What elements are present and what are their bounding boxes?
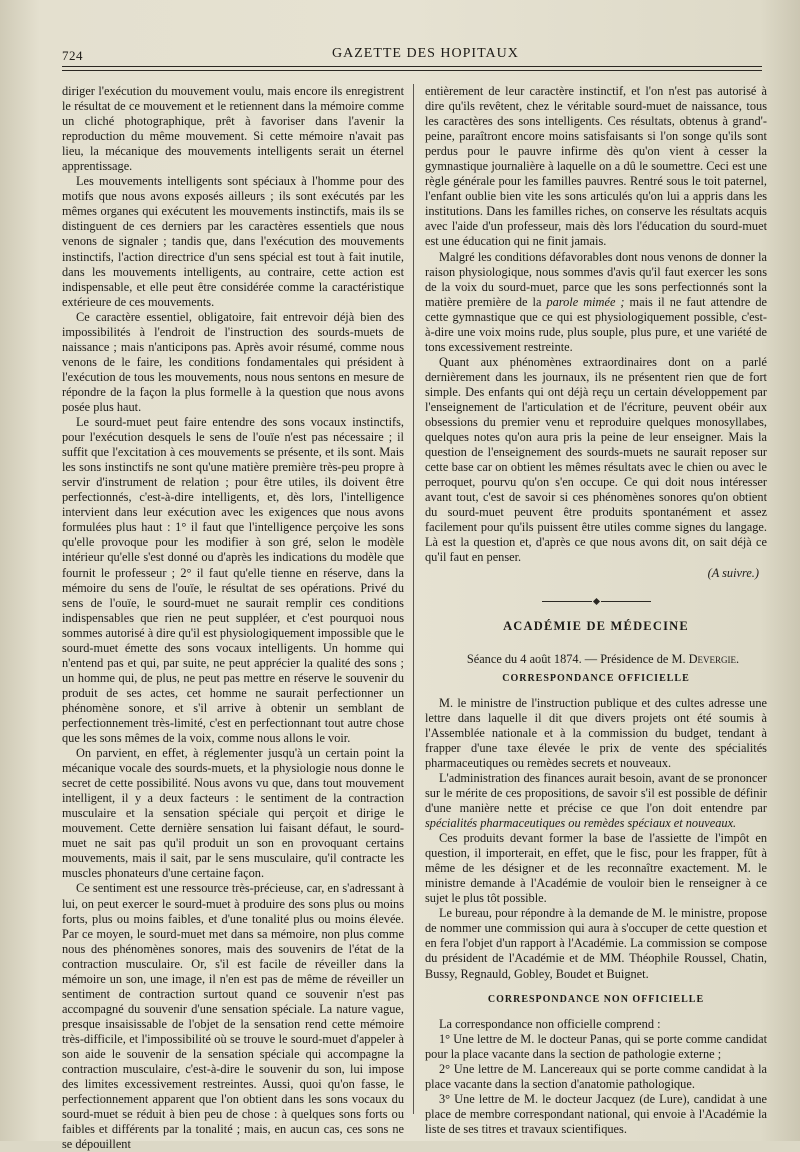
ornament-diamond <box>592 598 599 605</box>
right-column <box>425 84 767 1137</box>
paragraph: Le bureau, pour répondre à la demande de M. le ministre, propose de nommer une commission qui aura à s'occuper de cette question et en fera l'objet d'un rapport à l'Académie. La commission se compose du président de l'Académie et de MM. Théophile Roussel, Chatin, Bussy, Regnauld, Gobley, Boudet et Buignet. <box>425 906 767 981</box>
header-rule-thin <box>62 70 762 71</box>
session-line <box>425 652 767 667</box>
running-title: GAZETTE DES HOPITAUX <box>332 46 519 61</box>
paragraph: M. le ministre de l'instruction publique et des cultes adresse une lettre dans laquelle il dit que divers projets ont été soumis à l'Assemblée nationale et à la commission du budget, tendant à frapper d'une taxe élevée le prix de vente des spécialités pharmaceutiques ou remèdes secrets et nouveaux. <box>425 695 767 770</box>
signature-text: (A suivre.) <box>707 565 759 580</box>
paragraph: Ce caractère essentiel, obligatoire, fait entrevoir déjà bien des impossibilités à l'endroit de l'instruction des sourds-muets de naissance ; mais n'anticipons pas. Après avoir résumé, comme nous venons de le faire, les conditions fondamentales qui président à l'exécution de tous les mouvements, nous nous sentons en mesure de répondre de la façon la plus formelle à la question que nous avons posée plus haut. <box>62 309 404 414</box>
paragraph <box>425 250 767 355</box>
paragraph: Quant aux phénomènes extraordinaires dont on a parlé dernièrement dans les journaux, ils ne présentent rien que de fort simple. Des enfants qui ont déjà reçu un certain développement par l'enseignement de l'articulation et de l'écriture, peuvent obéir aux obsessions du premier venu et reproduire quelques monosyllabes, quelques notes qu'on aura pris la peine de leur enseigner. Mais la question de l'enseignement des sourds-muets ne saurait reposer sur cette base car on obtient les mêmes résultats avec le chien ou avec le perroquet, pourvu qu'on s'en occupe. Ce qui doit nous intéresser avant tout, c'est de savoir si ces phénomènes sonores qu'on obtient du sourd-muet peuvent être produits spontanément et assez facilement pour qu'ils puissent être utiles comme signes du langage. Là est la question et, d'après ce que nous avons dit, on sait déjà ce qu'il faut en penser. <box>425 354 767 565</box>
list-item: La correspondance non officielle comprend : <box>439 1016 661 1031</box>
ornament-line <box>601 601 651 602</box>
paragraph: diriger l'exécution du mouvement voulu, mais encore ils enregistrent le résultat de ce mouvement et le retiennent dans la mémoire comme un cliché photographique, prêt à favoriser dans l'avenir la reproduction du même mouvement. Si cette mémoire n'avait pas lieu, la mécanique des mouvements intelligents serait un éternel apprentissage. <box>62 84 404 174</box>
list-item: 1° Une lettre de M. le docteur Panas, qui se porte comme candidat pour la place vacante dans la section de pathologie externe ; <box>425 1031 767 1061</box>
paragraph: Ces produits devant former la base de l'assiette de l'impôt en question, il importerait, en effet, que le fisc, pour les frapper, fût à même de les désigner et de les reconnaître exactement. M. le ministre demande à l'Académie de vouloir bien le renseigner à ce sujet le plus tôt possible. <box>425 831 767 906</box>
session-prefix: Séance du 4 août 1874. — Présidence de M. <box>466 651 689 666</box>
column-divider <box>413 84 414 1114</box>
page-header <box>62 44 762 66</box>
paragraph: Ce sentiment est une ressource très-précieuse, car, en s'adressant à lui, on peut exercer le sourd-muet à produire des sons plus ou moins forts, plus ou moins faibles, et d'une tonalité plus ou moins élevée. Par ce moyen, le sourd-muet met dans sa mémoire, non plus comme nous des phénomènes sonores, mais des souvenirs de l'état de la contraction musculaire. Or, s'il est facile de réveiller dans la mémoire un son, une image, il n'en est pas de même de réveiller un sentiment de contraction surtout quand ce souvenir n'est pas accompagné du souvenir d'une sensation spéciale. La nature vague, presque insaisissable de l'objet de la sensation rend cette mémoire très-difficile, et l'impossibilité où se trouve le sourd-muet d'appeler à son aide le souvenir de la sensation spéciale qui accompagne la contraction musculaire, c'est-à-dire le souvenir du son, lui impose des limites excessivement restreintes. Aussi, quoi qu'on fasse, le perfectionnement apparent que l'on obtient dans les sons vocaux du sourd-muet se réduit à bien peu de chose : à quelques sons forts ou faibles et différents par la tonalité ; mais, en aucun cas, ces sons ne se dépouillent <box>62 881 404 1152</box>
text-run: L'administration des finances aurait besoin, avant de se prononcer sur le mérite de ces propositions, de savoir s'il est possible de définir d'une manière nette et précise ce que l'on doit entendre par <box>425 770 767 816</box>
page-number: 724 <box>62 48 83 63</box>
paragraph: Les mouvements intelligents sont spéciaux à l'homme pour des motifs que nous avons exposés ailleurs ; ils sont exécutés par les mêmes organes qui exécutent les mouvements instinctifs, mais ils se distinguent de ces derniers par les caractères essentiels que nous venons de signaler ; tandis que, dans l'exécution des mouvements instinctifs, l'action directrice d'un sens spécial est tout à fait inutile, dans les mouvements intelligents, au contraire, cette action est indispensable, et elle peut être considérée comme la caractéristique extérieure de ces mouvements. <box>62 174 404 309</box>
session-president: Devergie. <box>688 651 740 666</box>
header-rule <box>62 66 762 67</box>
list-item: 3° Une lettre de M. le docteur Jacquez (de Lure), candidat à une place de membre correspondant national, qui envoie à l'Académie la liste de ses titres et travaux scientifiques. <box>425 1091 767 1136</box>
paragraph: Le sourd-muet peut faire entendre des sons vocaux instinctifs, pour l'exécution desquels le sens de l'ouïe n'est pas nécessaire ; il suffit que l'excitation à ces mouvements se présente, et ils sont. Mais les sons instinctifs ne sont qu'une matière première très-peu propre à servir d'instrument de relation ; pour être utiles, ils doivent être perfectionnés, c'est-à-dire intelligents, et, dès lors, l'intelligence intervient dans leur exécution avec les exigences que nous avons formulées plus haut : 1° il faut que l'intelligence perçoive les sons qu'elle provoque pour les modifier à son gré, selon le modèle intérieur qu'elle s'est donné ou d'après les indications du modèle que fournit le professeur ; 2° il faut qu'elle tienne en réserve, dans la mémoire du sens de l'ouïe, le résultat de ses opérations. Privé du sens de l'ouïe, le sourd-muet ne saurait remplir ces conditions indispensables que rien ne peut suppléer, et c'est pourquoi nous sommes autorisé à dire qu'il est physiologiquement impossible que le sourd-muet émette des sons vocaux intelligents. Un homme qui n'entend pas et qui, par suite, ne peut apprécier la qualité des sons ; un homme qui, de plus, ne peut pas mettre en réserve le souvenir du produit de ses actes, cet homme ne saurait perfectionner un phénomène sonore, et s'il arrive à obtenir un semblant de perfectionnement très-limité, c'est en perfectionnant tout autre chose que les sons mêmes de la voix, comme nous allons le voir. <box>62 415 404 746</box>
paragraph <box>425 771 767 831</box>
unofficial-correspondence-heading: CORRESPONDANCE NON OFFICIELLE <box>487 993 705 1005</box>
left-column <box>62 84 404 1152</box>
official-correspondence-heading: CORRESPONDANCE OFFICIELLE <box>502 672 690 684</box>
emphasis: spécialités pharmaceutiques ou remèdes spéciaux et nouveaux. <box>425 816 737 831</box>
section-ornament <box>425 595 767 609</box>
text-run: mais il ne faut attendre de cette gymnastique que ce qui est physiologiquement possible, c'est-à-dire une voix moins rude, plus souple, plus pure, et une variété de tons excessivement restreinte. <box>425 294 767 354</box>
to-be-continued <box>425 566 767 581</box>
academy-heading: ACADÉMIE DE MÉDECINE <box>503 618 689 633</box>
text-run: Malgré les conditions défavorables dont nous venons de donner la raison physiologique, nous sommes d'avis qu'il faut exercer les sons de la voix du sourd-muet, parce que les sons perfectionnés sont la matière première de la <box>425 249 767 309</box>
list-item: 2° Une lettre de M. Lancereaux qui se porte comme candidat à la place vacante dans la section d'anatomie pathologique. <box>425 1061 767 1091</box>
emphasis: parole mimée ; <box>546 294 625 309</box>
paragraph: entièrement de leur caractère instinctif, et l'on n'est pas autorisé à dire qu'ils revêtent, chez le véritable sourd-muet de naissance, tous les caractères des sons intelligents. Ces résultats, obtenus à grand'-peine, paraîtront encore moins satisfaisants si l'on songe qu'ils sont perdus pour le pauvre infirme dès qu'on vient à cesser la gymnastique journalière à laquelle on a dû le soumettre. Ceci est une règle générale pour les familles pauvres. Rentré sous le toit paternel, l'enfant oublie bien vite les sons articulés qu'on lui a appris dans les institutions. Dans les familles riches, on conserve les résultats acquis avec l'aide d'un professeur, mais dès lors l'éducation du sourd-muet est une éducation qui ne finit jamais. <box>425 84 767 249</box>
ornament-line <box>542 601 592 602</box>
paragraph: On parvient, en effet, à réglementer jusqu'à un certain point la mécanique vocale des sourds-muets, et la physiologie nous donne le secret de cette possibilité. Nous avons vu que, dans tout mouvement intelligent, il y a deux facteurs : le sentiment de la contraction musculaire et la sensation spéciale qui perçoit et dirige le mouvement. Cette dernière sensation lui faisant défaut, le sourd-muet ne sait pas qu'il produit un son en provoquant certains mouvements, mais il sait, par le sens musculaire, qu'il contracte les muscles phonateurs d'une certaine façon. <box>62 746 404 881</box>
